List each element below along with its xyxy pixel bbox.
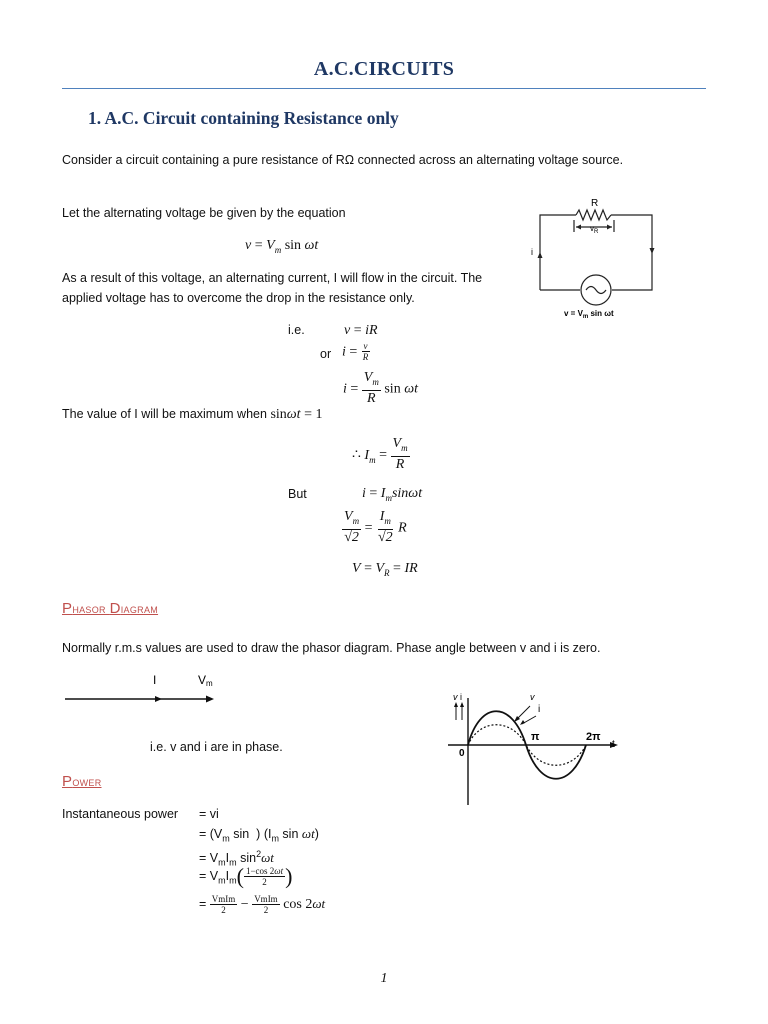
- waveform-origin-label: 0: [459, 748, 465, 759]
- or-label: or: [320, 347, 332, 361]
- phasor-arrows: [62, 670, 232, 714]
- vr-label: $v_R$: [590, 224, 599, 235]
- but-label: But: [288, 487, 307, 501]
- waveform-pi-label: π: [531, 731, 540, 743]
- voltage-equation-intro: Let the alternating voltage be given by the equation: [62, 206, 346, 220]
- source-label: $v = V_m$ sin ωt: [564, 309, 614, 320]
- page-number: 1: [380, 971, 388, 986]
- phasor-i-label: I: [153, 673, 157, 687]
- instantaneous-power-label: Instantaneous power: [62, 807, 179, 821]
- waveform-v-curve-label: v: [530, 692, 535, 702]
- waveform-2pi-label: 2π: [586, 731, 601, 743]
- result-line-2: applied voltage has to overcome the drop in the resistance only.: [62, 291, 415, 305]
- power-line-4: = $V_mI_m$( $\frac{1-\cos 2\omega t}{2}$ ): [199, 863, 293, 889]
- waveform-i-curve-label: i: [538, 704, 541, 715]
- current-sine-equation: i = $\frac{V_m}{R}$ sin ωt: [343, 370, 418, 406]
- waveform-t-label: t: [612, 739, 615, 750]
- max-current-line: The value of I will be maximum when sinωt = 1: [62, 407, 323, 422]
- phasor-diagram-heading: Phasor Diagram: [62, 600, 159, 617]
- resistor-circuit-diagram: [528, 192, 662, 322]
- power-line-2: = ($V_m$ sin ) ($I_m$ sin ωt): [199, 826, 319, 844]
- current-equation: i = $\frac{v}{R}$: [342, 341, 369, 362]
- in-phase-text: i.e. v and i are in phase.: [150, 740, 283, 754]
- phasor-description: Normally r.m.s values are used to draw the phasor diagram. Phase angle between v and i is zero.: [62, 641, 601, 655]
- waveform-i-axis-label: i: [460, 692, 462, 702]
- power-line-5: = $\frac{\text{VmIm}}{2}$ − $\frac{\text{VmIm}}{2}$ cos 2ωt: [199, 894, 326, 916]
- waveform-diagram: [446, 690, 626, 808]
- waveform-v-axis-label: v: [453, 692, 458, 702]
- power-line-3: = $V_mI_m$ $\sin^2\omega t$: [199, 849, 274, 868]
- result-line-1: As a result of this voltage, an alternating current, I will flow in the circuit. The: [62, 271, 483, 285]
- power-heading: Power: [62, 773, 102, 790]
- page-title: A.C.CIRCUITS: [313, 58, 455, 80]
- rms-equation: $\frac{V_m}{√2}$ = $\frac{I_m}{√2}$ R: [344, 509, 407, 545]
- intro-paragraph: Consider a circuit containing a pure resistance of RΩ connected across an alternating voltage source.: [62, 153, 624, 167]
- rms-voltage-equation: $V = V_R$ = IR: [352, 561, 418, 578]
- section-heading: 1. A.C. Circuit containing Resistance only: [88, 108, 399, 128]
- ie-label: i.e.: [288, 323, 305, 337]
- resistor-label: R: [591, 198, 599, 209]
- phasor-v-label: Vm: [198, 673, 213, 688]
- power-line-1: = vi: [199, 807, 219, 821]
- max-current-equation: ∴ $I_m$ = $\frac{V_m}{R}$: [352, 436, 408, 472]
- voltage-equation: $v = V_m$ sin ωt: [245, 238, 319, 255]
- title-divider: [62, 88, 706, 89]
- current-label: i: [531, 247, 533, 257]
- current-peak-equation: $i = I_m\sin\omega t$: [362, 486, 423, 503]
- ohms-law-equation: v = iR: [344, 323, 378, 338]
